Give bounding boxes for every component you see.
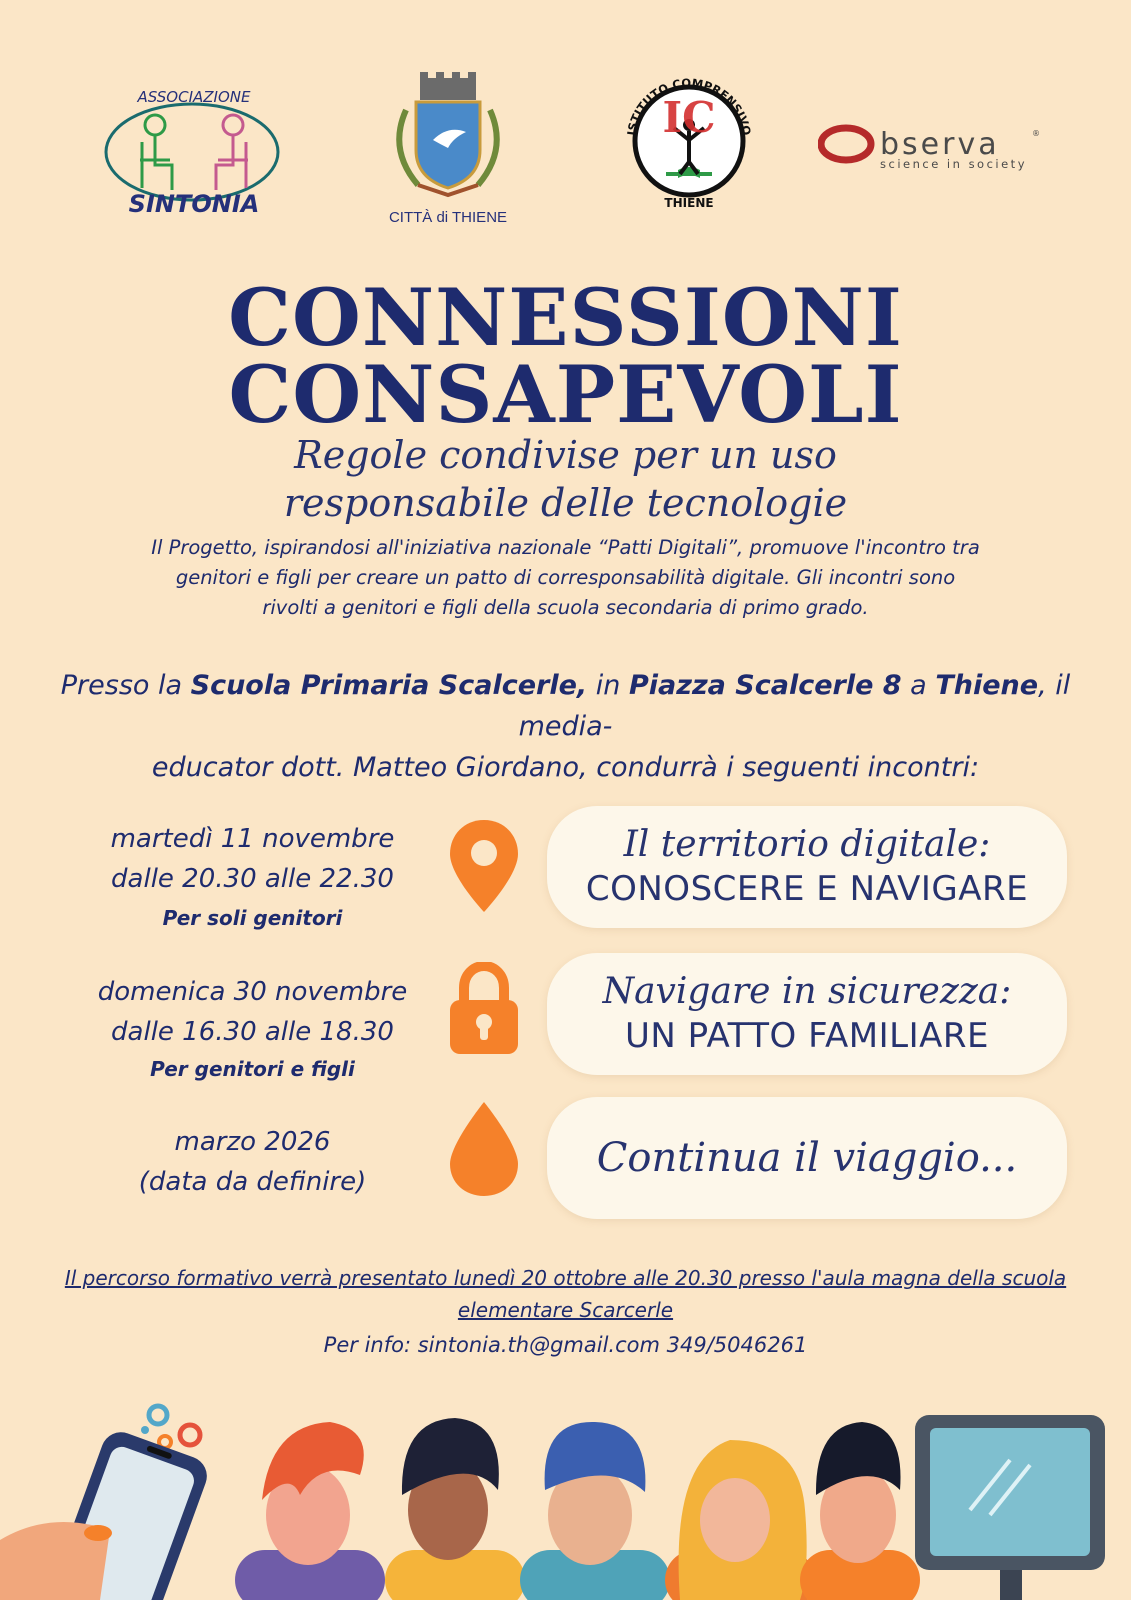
venue-paragraph [30, 665, 1101, 788]
observa-tagline: science in society [880, 157, 1028, 171]
event-1-audience: Per soli genitori [162, 906, 343, 930]
observa-name: bserva [880, 127, 1000, 162]
event-1-topic-title: Il territorio digitale: [623, 824, 991, 865]
sintonia-bottom-text: SINTONIA [128, 190, 260, 218]
intro-paragraph [140, 533, 991, 623]
venue-line-1: Presso la Scuola Primaria Scalcerle, in Piazza Scalcerle 8 a Thiene, il media- [60, 670, 1071, 742]
contact-info: Per info: sintonia.th@gmail.com 349/5046261 [323, 1333, 808, 1357]
logo-associazione-sintonia [100, 80, 290, 220]
padlock-icon [448, 962, 520, 1056]
venue-city: Thiene [935, 670, 1039, 701]
intro-line-2: genitori e figli per creare un patto di corresponsabilità digitale. Gli incontri sono [175, 566, 956, 589]
istituto-bottom-text: THIENE [664, 196, 714, 210]
title-line-1: CONNESSIONI [228, 271, 903, 364]
event-1-topic-subtitle: CONOSCERE E NAVIGARE [585, 869, 1029, 909]
thiene-caption: CITTÀ di THIENE [388, 209, 508, 226]
logo-istituto-comprensivo [618, 70, 760, 212]
event-2-day: domenica 30 novembre [97, 977, 408, 1007]
logo-citta-di-thiene [378, 70, 518, 226]
sintonia-top-text: ASSOCIAZIONE [137, 88, 251, 106]
event-2-date [60, 972, 445, 1052]
map-pin-icon [448, 818, 520, 914]
event-3-topic-title: Continua il viaggio... [596, 1135, 1018, 1181]
presentation-note-line-2: elementare Scarcerle [457, 1298, 674, 1322]
event-1-day: martedì 11 novembre [110, 824, 395, 854]
event-2-topic-title: Navigare in sicurezza: [602, 971, 1012, 1012]
event-2-audience: Per genitori e figli [150, 1057, 355, 1081]
event-3-date [60, 1122, 445, 1202]
drop-icon [448, 1100, 520, 1198]
venue-school: Scuola Primaria Scalcerle, [190, 670, 588, 701]
title-line-2: CONSAPEVOLI [228, 348, 903, 441]
presentation-note [40, 1262, 1091, 1326]
event-3-topic-card [547, 1097, 1067, 1219]
istituto-letters: IC [662, 93, 716, 142]
presentation-note-line-1: Il percorso formativo verrà presentato lunedì 20 ottobre alle 20.30 presso l'aula magna della scuola [64, 1266, 1067, 1290]
event-3-day: marzo 2026 [174, 1127, 331, 1157]
event-2-topic-card [547, 953, 1067, 1075]
venue-line-2: educator dott. Matteo Giordano, condurrà i seguenti incontri: [151, 752, 980, 783]
intro-line-3: rivolti a genitori e figli della scuola secondaria di primo grado. [262, 596, 869, 619]
logo-observa [818, 118, 1048, 178]
people-illustration [0, 1400, 1131, 1600]
istituto-top-text: ISTITUTO COMPRENSIVO [624, 75, 754, 137]
event-2-time: dalle 16.30 alle 18.30 [111, 1017, 394, 1047]
event-2-topic-subtitle: UN PATTO FAMILIARE [625, 1016, 989, 1056]
intro-line-1: Il Progetto, ispirandosi all'iniziativa nazionale “Patti Digitali”, promuove l'incontro tra [151, 536, 980, 559]
event-1-topic-card [547, 806, 1067, 928]
event-3-note: (data da definire) [138, 1167, 367, 1197]
venue-address: Piazza Scalcerle 8 [628, 670, 902, 701]
event-1-time: dalle 20.30 alle 22.30 [111, 864, 394, 894]
event-1-date [60, 819, 445, 899]
subtitle-line-2: responsabile delle tecnologie [283, 481, 848, 525]
observa-registered: ® [1032, 129, 1040, 138]
subtitle-line-1: Regole condivise per un uso [294, 433, 837, 477]
